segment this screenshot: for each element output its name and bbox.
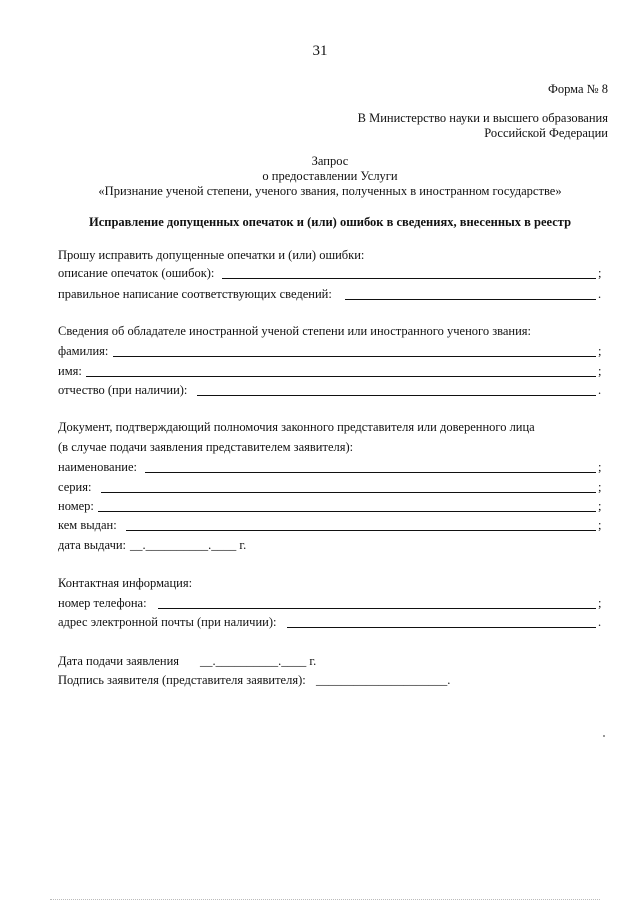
form-label: Форма № 8 [548, 82, 608, 96]
email-end: . [598, 615, 602, 629]
first-name-label: имя: [58, 364, 82, 378]
surname-end: ; [598, 344, 602, 358]
patronymic-end: . [598, 383, 602, 397]
heading-line-2: о предоставлении Услуги [262, 169, 398, 183]
errors-description-end: ; [598, 266, 602, 280]
email-field[interactable] [287, 627, 596, 628]
holder-intro: Сведения об обладателе иностранной ученой степени или иностранного ученого звания: [58, 324, 532, 338]
surname-label: фамилия: [58, 344, 109, 358]
correct-spelling-label: правильное написание соответствующих сведений: [58, 287, 332, 301]
page-bottom-edge [50, 899, 600, 900]
patronymic-label: отчество (при наличии): [58, 383, 188, 397]
issue-date-label: дата выдачи: [58, 538, 127, 552]
phone-label: номер телефона: [58, 596, 147, 610]
surname-field[interactable] [113, 356, 596, 357]
document-intro-line-2: (в случае подачи заявления представителем заявителя): [58, 440, 354, 454]
submission-date-label: Дата подачи заявления [58, 654, 180, 668]
errors-description-label: описание опечаток (ошибок): [58, 266, 215, 280]
patronymic-field[interactable] [197, 395, 596, 396]
document-number-label: номер: [58, 499, 94, 513]
document-number-end: ; [598, 499, 602, 513]
correct-spelling-field[interactable] [345, 299, 596, 300]
addressee-line-2: Российской Федерации [484, 126, 608, 140]
phone-field[interactable] [158, 608, 596, 609]
issued-by-field[interactable] [126, 530, 596, 531]
heading-line-1: Запрос [311, 154, 349, 168]
email-label: адрес электронной почты (при наличии): [58, 615, 277, 629]
submission-date-field[interactable]: __.__________.____ г. [200, 654, 317, 668]
first-name-end: ; [598, 364, 602, 378]
subheading: Исправление допущенных опечаток и (или) ошибок в сведениях, внесенных в реестр [88, 215, 572, 229]
document-name-end: ; [598, 460, 602, 474]
phone-end: ; [598, 596, 602, 610]
issued-by-end: ; [598, 518, 602, 532]
issued-by-label: кем выдан: [58, 518, 117, 532]
issue-date-field[interactable]: __.__________.____ г. [130, 538, 247, 552]
document-series-field[interactable] [101, 492, 596, 493]
signature-field[interactable]: _____________________. [316, 673, 451, 687]
page-number: 31 [312, 43, 328, 59]
errors-intro: Прошу исправить допущенные опечатки и (или) ошибки: [58, 248, 365, 262]
contacts-intro: Контактная информация: [58, 576, 193, 590]
correct-spelling-end: . [598, 287, 602, 301]
document-intro-line-1: Документ, подтверждающий полномочия законного представителя или доверенного лица [58, 420, 535, 434]
document-series-label: серия: [58, 480, 92, 494]
document-number-field[interactable] [98, 511, 596, 512]
document-series-end: ; [598, 480, 602, 494]
heading-line-3: «Признание ученой степени, ученого звания, полученных в иностранном государстве» [98, 184, 562, 198]
scan-speck [603, 735, 605, 737]
errors-description-field[interactable] [222, 278, 596, 279]
first-name-field[interactable] [86, 376, 596, 377]
document-name-field[interactable] [145, 472, 596, 473]
signature-label: Подпись заявителя (представителя заявителя): [58, 673, 306, 687]
addressee-line-1: В Министерство науки и высшего образования [357, 111, 608, 125]
document-name-label: наименование: [58, 460, 138, 474]
